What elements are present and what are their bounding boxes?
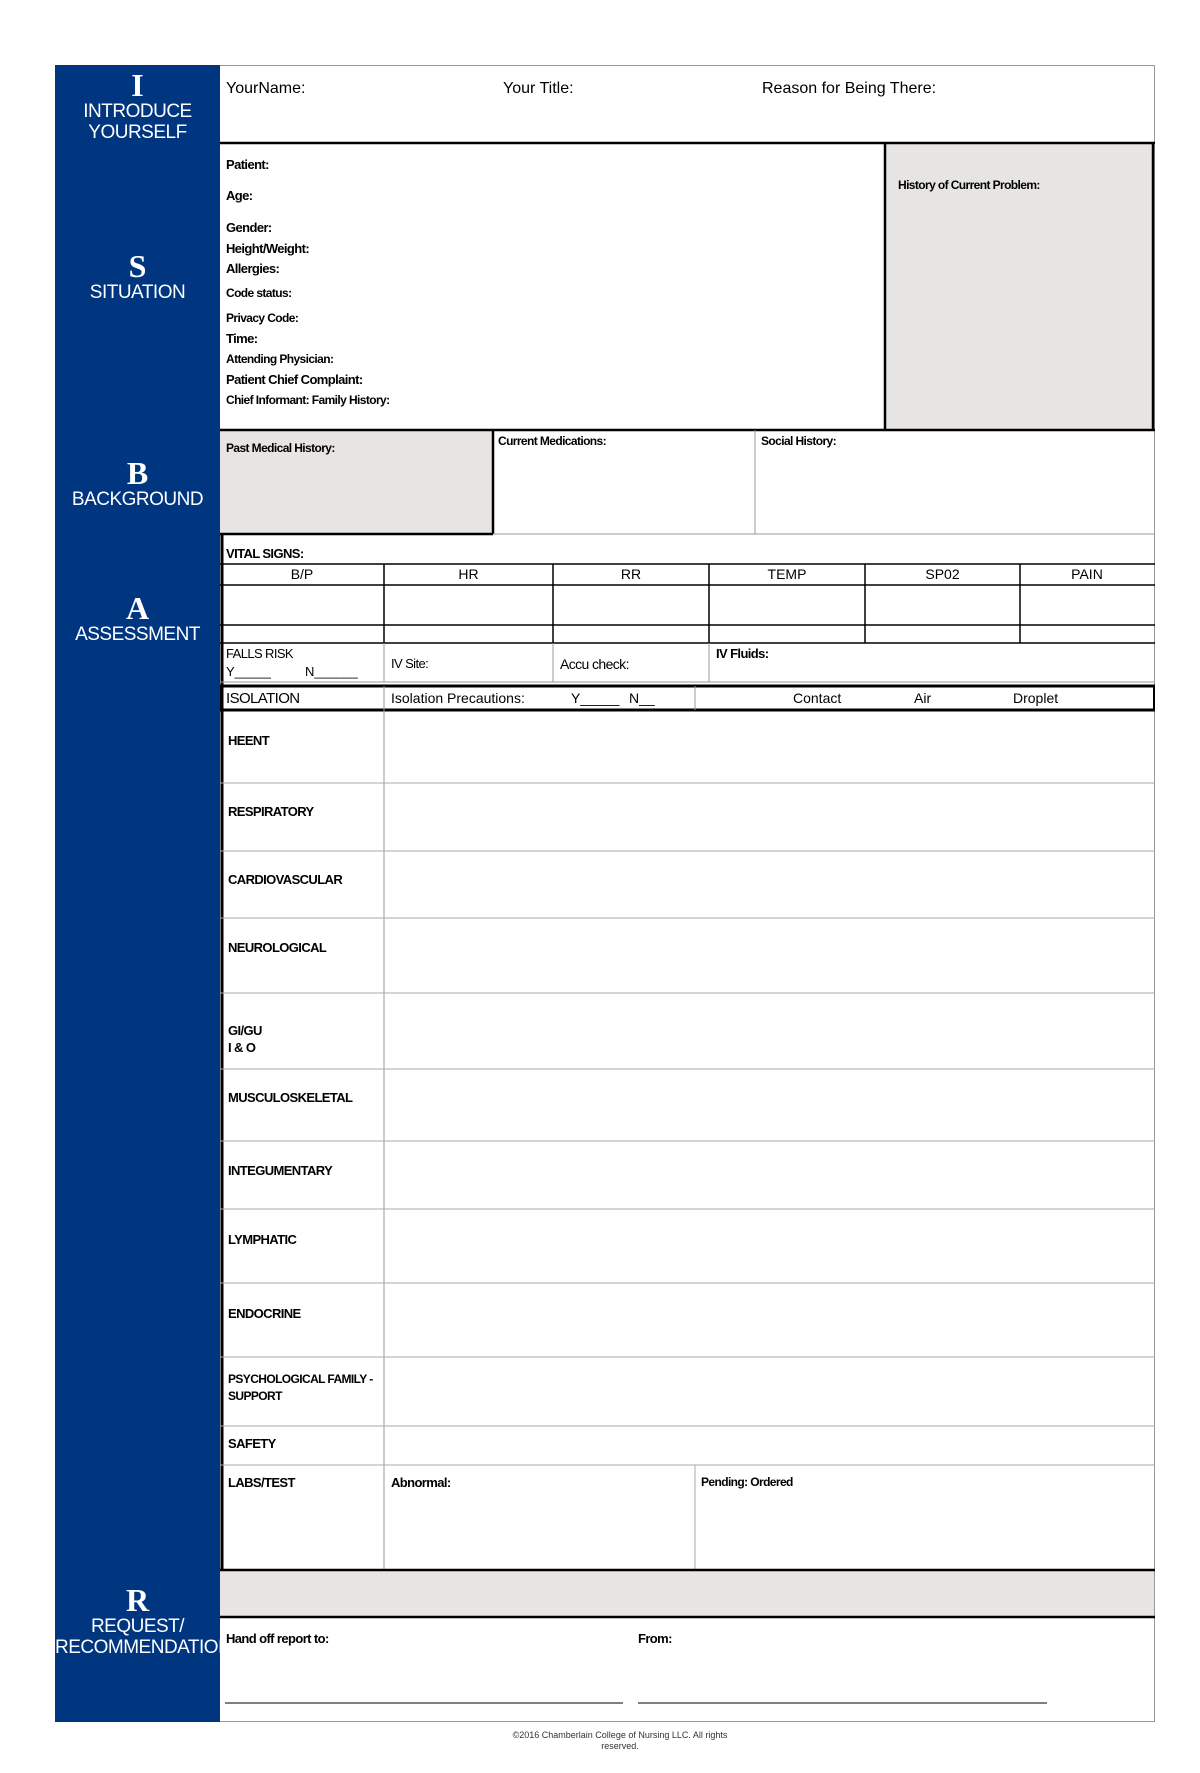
social-label: Social History: <box>761 434 837 448</box>
isolation-label: ISOLATION <box>226 690 300 707</box>
system-psychological-support: SUPPORT <box>228 1389 282 1403</box>
past-medical-label: Past Medical History: <box>226 441 335 455</box>
system-safety: SAFETY <box>228 1436 276 1451</box>
section-situation <box>55 143 220 430</box>
vitals-header-temp: TEMP <box>767 566 807 582</box>
copyright-line1: ©2016 Chamberlain College of Nursing LLC. All rights <box>512 1730 728 1740</box>
iv-site-label: IV Site: <box>391 656 429 671</box>
request-line1: REQUEST/ <box>90 1616 185 1637</box>
isolation-droplet: Droplet <box>1013 690 1059 706</box>
background-line1: BACKGROUND <box>71 489 204 510</box>
copyright-footer <box>480 1730 760 1752</box>
request-line2: RECOMMENDATION <box>55 1637 232 1658</box>
section-request <box>55 1570 232 1722</box>
system-musculoskeletal: MUSCULOSKELETAL <box>228 1090 353 1105</box>
isolation-precautions-label: Isolation Precautions: <box>391 690 525 706</box>
system-lymphatic: LYMPHATIC <box>228 1232 297 1247</box>
field-gender: Gender: <box>226 220 272 235</box>
field-attending-physician: Attending Physician: <box>226 352 334 366</box>
situation-line1: SITUATION <box>89 282 186 303</box>
field-chief-complaint: Patient Chief Complaint: <box>226 372 363 387</box>
vitals-header-spo2: SP02 <box>925 566 960 582</box>
falls-risk-label: FALLS RISK <box>226 646 293 661</box>
title-label: Your Title: <box>503 80 574 97</box>
vitals-header-hr: HR <box>458 566 479 582</box>
vitals-header-pain: PAIN <box>1071 566 1103 582</box>
accu-check-label: Accu check: <box>560 656 629 672</box>
falls-yes: Y_____ <box>226 664 271 679</box>
isolation-contact: Contact <box>793 690 842 706</box>
section-introduce <box>55 65 220 143</box>
system-endocrine: ENDOCRINE <box>228 1306 301 1321</box>
situation-letter: S <box>128 248 147 284</box>
system-cardiovascular: CARDIOVASCULAR <box>228 872 343 887</box>
system-gigu-io: I & O <box>228 1040 256 1055</box>
introduce-line2: YOURSELF <box>88 122 187 143</box>
system-heent: HEENT <box>228 733 270 748</box>
history-label: History of Current Problem: <box>898 178 1040 192</box>
form-area <box>220 65 1155 1722</box>
introduce-letter: I <box>131 67 144 103</box>
system-respiratory: RESPIRATORY <box>228 804 314 819</box>
field-code-status: Code status: <box>226 286 292 300</box>
introduce-line1: INTRODUCE <box>83 101 192 122</box>
medications-label: Current Medications: <box>498 434 607 448</box>
system-gigu: GI/GU <box>228 1023 262 1038</box>
field-privacy-code: Privacy Code: <box>226 311 299 325</box>
field-allergies: Allergies: <box>226 261 280 276</box>
labs-label: LABS/TEST <box>228 1475 295 1490</box>
name-label: YourName: <box>226 80 306 97</box>
pending-label: Pending: Ordered <box>701 1475 793 1489</box>
request-gray-bar <box>220 1571 1154 1616</box>
field-time: Time: <box>226 331 258 346</box>
vitals-header-bp: B/P <box>290 566 314 582</box>
field-height-weight: Height/Weight: <box>226 241 310 256</box>
field-chief-informant: Chief Informant: Family History: <box>226 393 390 407</box>
from-label: From: <box>638 1631 672 1646</box>
background-letter: B <box>126 455 149 491</box>
section-assessment <box>55 534 220 1570</box>
iv-fluids-label: IV Fluids: <box>716 646 769 661</box>
falls-no: N______ <box>305 664 358 679</box>
system-integumentary: INTEGUMENTARY <box>228 1163 333 1178</box>
form-lines <box>220 65 1155 1722</box>
system-psychological: PSYCHOLOGICAL FAMILY - <box>228 1372 373 1386</box>
abnormal-label: Abnormal: <box>391 1475 451 1490</box>
isolation-yes: Y_____ <box>571 690 620 706</box>
handoff-label: Hand off report to: <box>226 1631 329 1646</box>
reason-label: Reason for Being There: <box>762 80 937 97</box>
isolation-air: Air <box>914 690 932 706</box>
request-letter: R <box>125 1582 150 1618</box>
copyright-line2: reserved. <box>601 1741 639 1751</box>
field-patient: Patient: <box>226 157 269 172</box>
isolation-no: N__ <box>629 690 655 706</box>
assessment-letter: A <box>125 590 150 626</box>
vitals-label: VITAL SIGNS: <box>226 546 304 561</box>
system-neurological: NEUROLOGICAL <box>228 940 327 955</box>
section-background <box>55 430 220 534</box>
field-age: Age: <box>226 188 253 203</box>
vitals-header-rr: RR <box>620 566 642 582</box>
assessment-line1: ASSESSMENT <box>75 624 200 645</box>
